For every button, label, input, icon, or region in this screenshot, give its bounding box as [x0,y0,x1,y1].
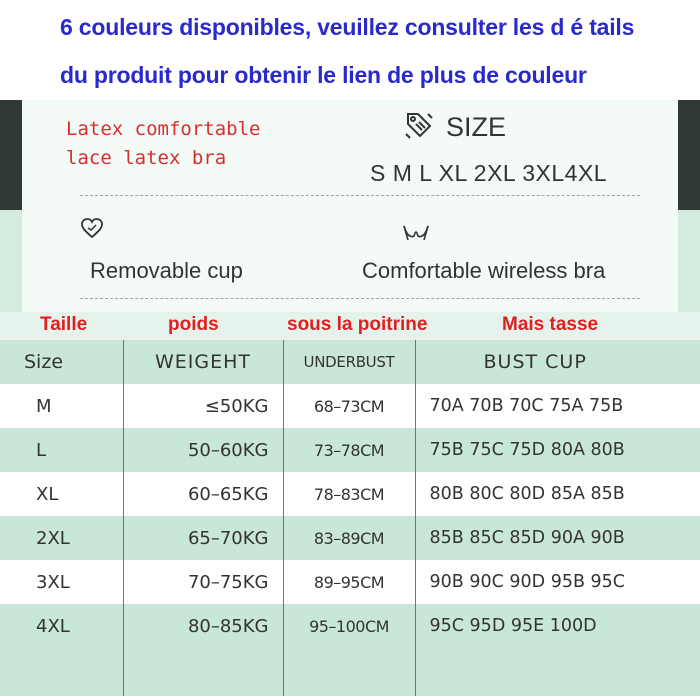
cell-underbust: 83–89CM [283,516,415,560]
available-sizes: S M L XL 2XL 3XL4XL [370,160,608,186]
table-row [0,560,700,604]
cell-weight: 70–75KG [123,560,283,604]
table-row [0,428,700,472]
header-size: Size [0,340,123,384]
dashed-divider-1 [80,195,640,196]
cell-size: 3XL [0,560,123,604]
banner-line-1: 6 couleurs disponibles, veuillez consulter les d é tails [60,14,635,40]
cell-size: XL [0,472,123,516]
cell-size: 2XL [0,516,123,560]
label-mais-tasse: Mais tasse [502,314,599,335]
table-row [0,472,700,516]
french-column-labels [0,312,700,340]
mint-border-right [678,210,700,312]
label-taille: Taille [40,314,88,335]
cell-empty [123,648,283,696]
size-heading [402,110,506,145]
product-name-line-1: Latex comfortable [66,118,261,140]
cell-weight: 50–60KG [123,428,283,472]
product-name-line-2: lace latex bra [66,147,227,169]
cell-empty [0,648,123,696]
cell-weight: 80–85KG [123,604,283,648]
cell-bust-cup: 90B 90C 90D 95B 95C [415,560,700,604]
cell-weight: 65–70KG [123,516,283,560]
header-weight: WEIGEHT [123,340,283,384]
cell-underbust: 78–83CM [283,472,415,516]
cell-bust-cup: 75B 75C 75D 80A 80B [415,428,700,472]
dark-border-left [0,100,22,210]
header-bust-cup: BUST CUP [415,340,700,384]
table-row [0,516,700,560]
mint-border-left [0,210,22,312]
color-availability-banner [0,0,700,100]
label-sous-la-poitrine: sous la poitrine [287,314,428,335]
cell-empty [415,648,700,696]
label-poids: poids [168,314,219,335]
banner-line-2: du produit pour obtenir le lien de plus de couleur [60,62,587,88]
heart-icon [80,216,104,245]
dark-border-right [678,100,700,210]
cell-bust-cup: 95C 95D 95E 100D [415,604,700,648]
bra-icon [402,222,430,249]
size-label: SIZE [446,112,507,142]
cell-bust-cup: 80B 80C 80D 85A 85B [415,472,700,516]
cell-underbust: 89–95CM [283,560,415,604]
cell-underbust: 73–78CM [283,428,415,472]
feature-wireless-bra: Comfortable wireless bra [362,258,606,283]
cell-size: 4XL [0,604,123,648]
size-chart-table [0,340,700,696]
cell-size: L [0,428,123,472]
cell-weight: 60–65KG [123,472,283,516]
cell-underbust: 68–73CM [283,384,415,428]
cell-size: M [0,384,123,428]
cell-bust-cup: 70A 70B 70C 75A 75B [415,384,700,428]
cell-bust-cup: 85B 85C 85D 90A 90B [415,516,700,560]
table-row [0,604,700,648]
cell-empty [283,648,415,696]
dashed-divider-2 [80,298,640,299]
fabric-tag-icon [402,110,436,145]
header-underbust: UNDERBUST [283,340,415,384]
feature-removable-cup: Removable cup [90,258,243,283]
table-header-row [0,340,700,384]
cell-underbust: 95–100CM [283,604,415,648]
cell-weight: ≤50KG [123,384,283,428]
table-row-empty [0,648,700,696]
table-row [0,384,700,428]
